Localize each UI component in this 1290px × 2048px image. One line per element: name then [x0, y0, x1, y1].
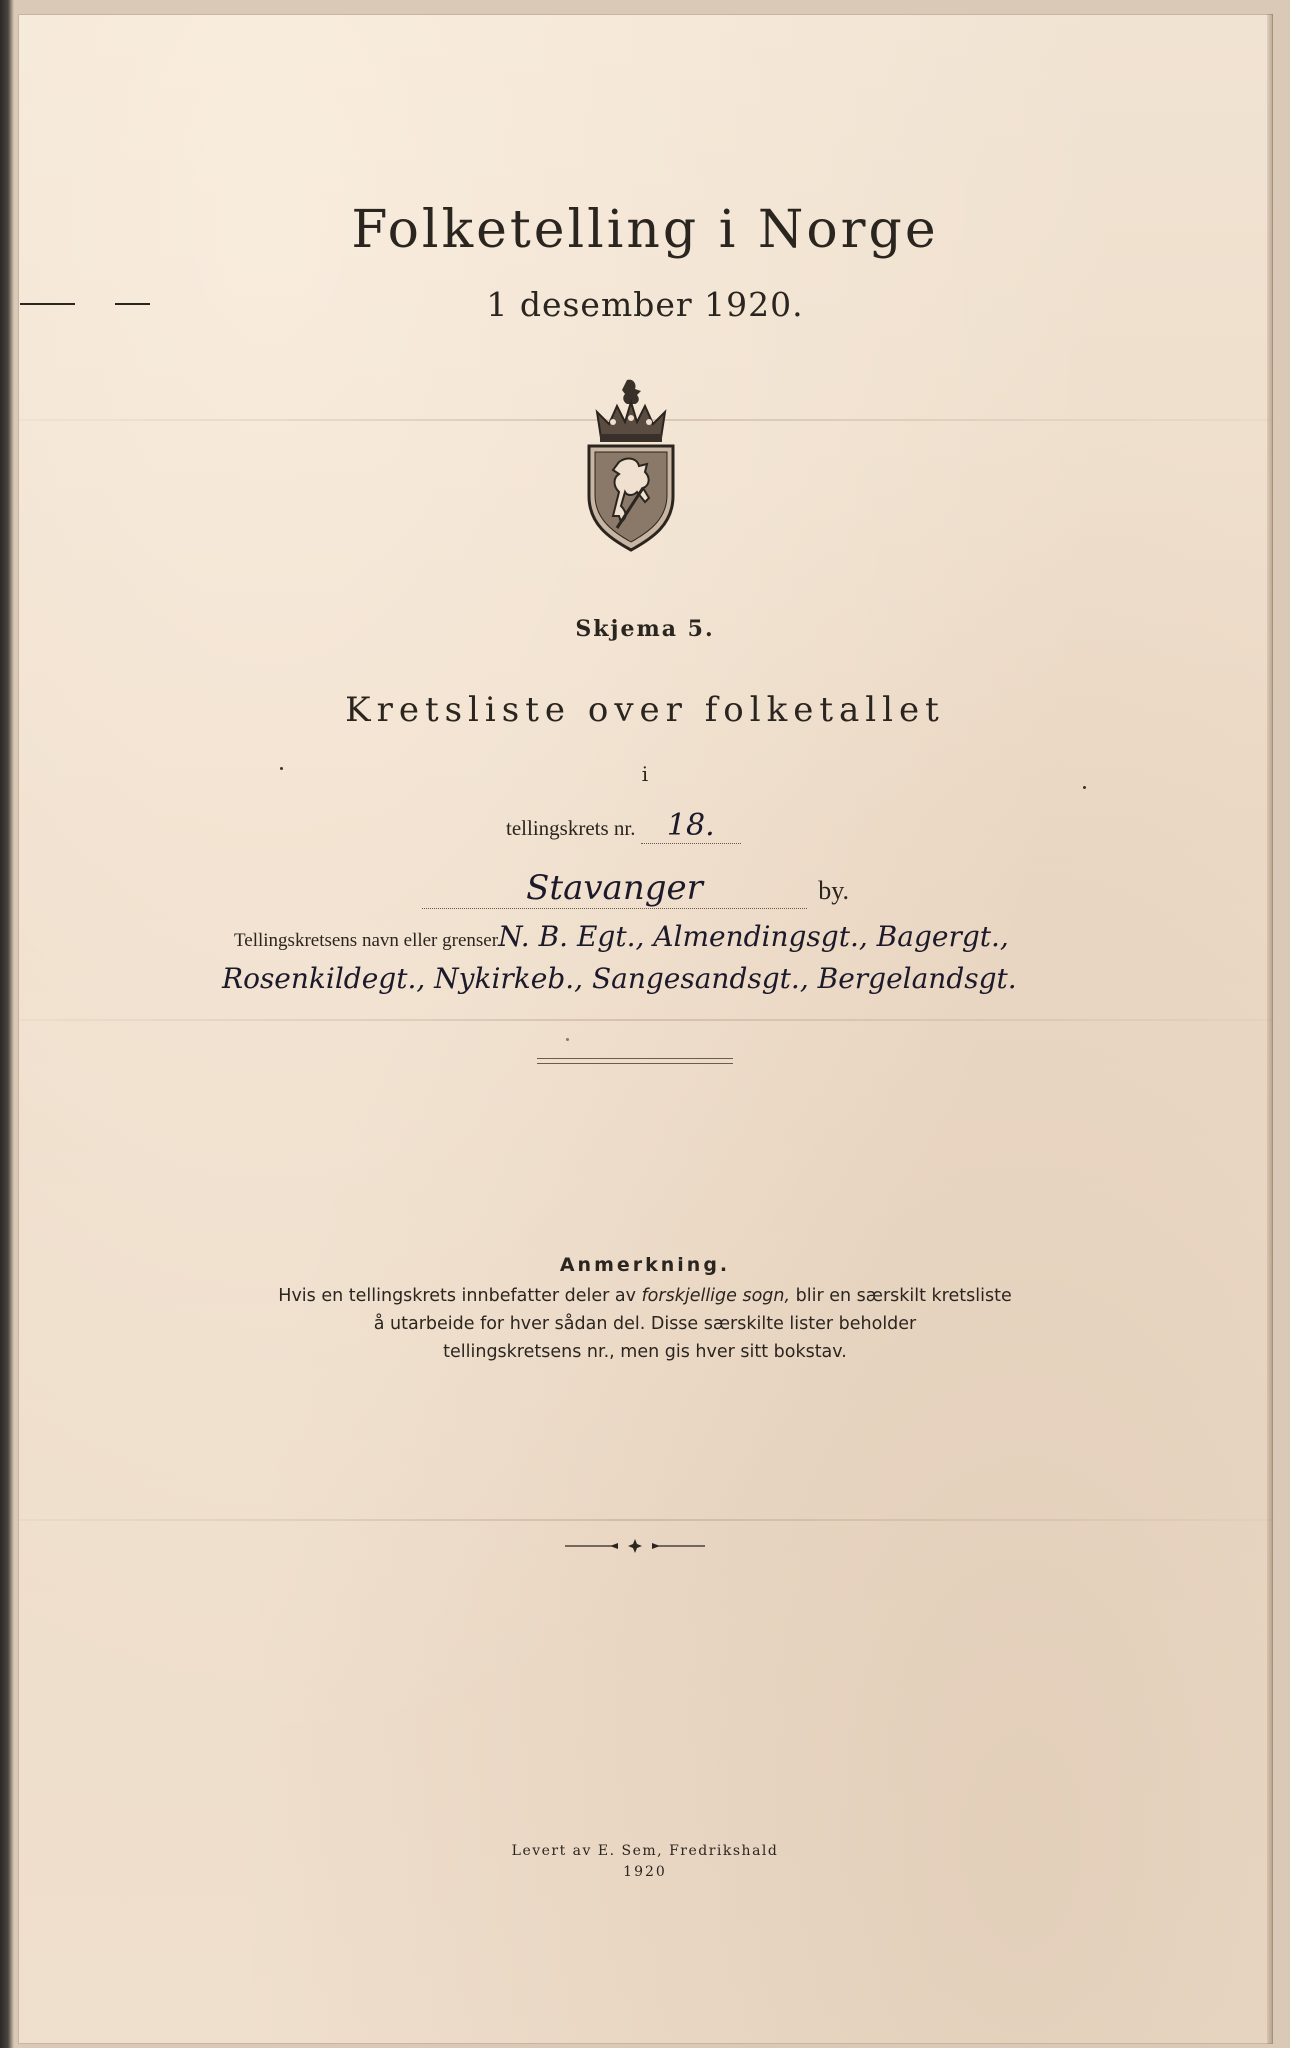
printer-year: 1920: [623, 1864, 667, 1880]
page-title: Folketelling i Norge: [351, 200, 939, 260]
ink-speck: [280, 767, 283, 770]
ink-speck: [1083, 786, 1086, 789]
coat-of-arms-icon: [583, 378, 679, 552]
schema-number: Skjema 5.: [575, 616, 715, 642]
grenser-row-2: [222, 962, 1122, 995]
paper-fold-line: [18, 1519, 1273, 1521]
note-text-italic: forskjellige sogn,: [641, 1286, 791, 1306]
city-value: Stavanger: [526, 868, 703, 908]
note-line-3: tellingskretsens nr., men gis hver sitt bokstav.: [443, 1342, 847, 1362]
census-date: 1 desember 1920.: [486, 285, 804, 324]
grenser-label: Tellingskretsens navn eller grenser: [234, 930, 499, 951]
grenser-row: [234, 920, 1134, 953]
form-heading: Kretsliste over folketallet: [345, 690, 945, 730]
city-row: [422, 868, 849, 909]
section-divider: [537, 1058, 733, 1064]
grenser-value-line1[interactable]: N. B. Egt., Almendingsgt., Bagergt.,: [498, 920, 1009, 953]
printer-credit: Levert av E. Sem, Fredrikshald: [511, 1843, 779, 1859]
ink-speck: [566, 1038, 569, 1041]
note-line-2: å utarbeide for hver sådan del. Disse særskilte lister beholder: [373, 1314, 917, 1334]
grenser-value-line2[interactable]: Rosenkildegt., Nykirkeb., Sangesandsgt., Bergelandsgt.: [222, 962, 1017, 995]
tellingskrets-value: 18.: [666, 808, 715, 843]
note-text-before: Hvis en tellingskrets innbefatter deler av: [278, 1286, 642, 1306]
city-field[interactable]: [422, 868, 807, 909]
tellingskrets-label: tellingskrets nr.: [506, 816, 636, 840]
tellingskrets-field[interactable]: [641, 808, 741, 844]
ornament-divider-icon: [560, 1536, 710, 1556]
city-suffix: by.: [818, 876, 850, 905]
tellingskrets-row: [506, 808, 741, 844]
note-title: Anmerkning.: [559, 1254, 731, 1276]
note-line-1: [245, 1282, 1045, 1310]
note-text-after: blir en særskilt kretsliste: [790, 1286, 1012, 1306]
note-text: [245, 1282, 1045, 1366]
connector-i: i: [641, 762, 649, 786]
paper-fold-line: [18, 1019, 1273, 1021]
